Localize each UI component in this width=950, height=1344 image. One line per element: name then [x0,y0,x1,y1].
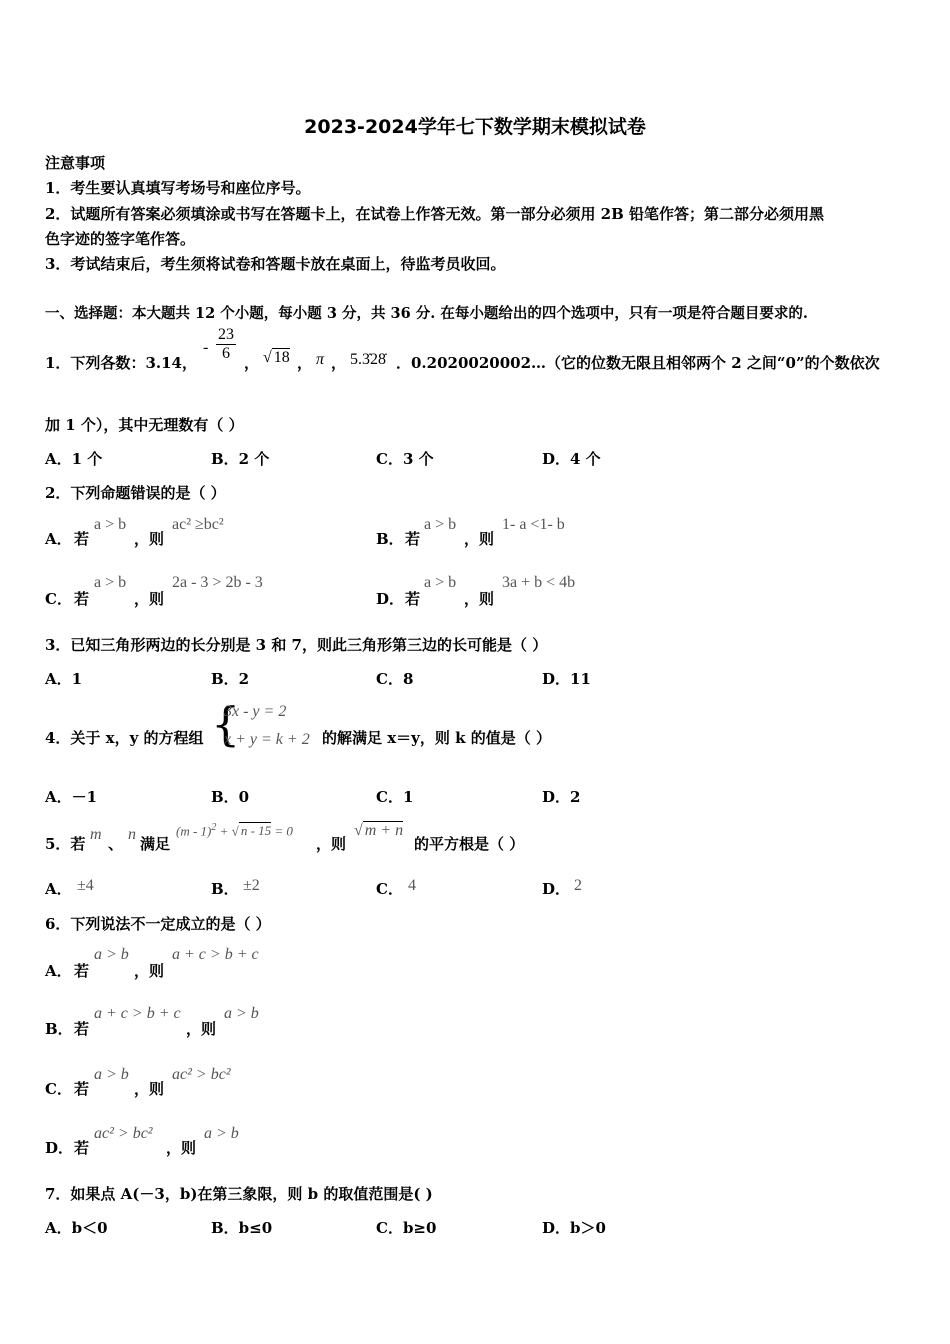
notice-item: 1．考生要认真填写考场号和座位序号。 [45,179,311,197]
q6-b-res: a > b [224,1005,259,1022]
notice-item: 色字迹的签字笔作答。 [45,230,196,248]
q4-option-c: C．1 [376,788,414,806]
q5-option-d-value: 2 [574,877,582,894]
q1-sqrt18 [263,349,290,367]
q2-b-cond: a > b [424,516,457,533]
q1-sep: ， [244,354,260,372]
q6-a-label: A． [45,962,72,980]
q6-d-label: D． [45,1139,74,1157]
q6-c-label: C． [45,1080,72,1098]
q1-neg-sign: - [203,339,209,356]
q5-m: m [90,826,102,843]
q2-d-res: 3a + b < 4b [502,574,576,591]
q1-option-b: B．2 个 [211,450,270,468]
notice-item: 2．试题所有答案必须填涂或书写在答题卡上，在试卷上作答无效。第一部分必须用 2B 铅笔作答；第二部分必须用黑 [45,205,825,223]
q2-c-ruo: 若 [74,590,90,608]
q5-option-c-value: 4 [408,877,416,894]
q2-c-label: C． [45,590,72,608]
q6-b-label: B． [45,1020,73,1038]
q7-option-b: B．b≤0 [211,1219,273,1237]
sqrt-radicand: 18 [273,349,290,366]
q2-c-cond: a > b [94,574,127,591]
q2-a-cond: a > b [94,516,127,533]
q7-option-d: D．b＞0 [542,1219,606,1237]
q7-option-a: A．b＜0 [45,1219,108,1237]
q6-stem: 6．下列说法不一定成立的是（ ） [45,915,271,933]
q2-c-res: 2a - 3 > 2b - 3 [172,574,263,591]
q5-manzu: 满足 [140,835,171,853]
q3-option-c: C．8 [376,670,414,688]
q2-b-ze: ，则 [464,530,495,548]
q6-a-cond: a > b [94,946,129,963]
page-title: 2023-2024学年七下数学期末模拟试卷 [304,116,646,138]
q7-option-c: C．b≥0 [376,1219,437,1237]
q3-stem: 3．已知三角形两边的长分别是 3 和 7，则此三角形第三边的长可能是（ ） [45,636,548,654]
fraction-denominator: 6 [222,345,230,362]
q6-d-ruo: 若 [74,1139,90,1157]
q2-a-res: ac² ≥bc² [172,516,224,533]
q6-d-res: a > b [204,1125,239,1142]
q4-post: 的解满足 x＝y，则 k 的值是（ ） [322,729,551,747]
q5-ze: ，则 [316,835,347,853]
q5-cond-sqrt: n - 15 [240,823,272,839]
q5-cond-b: + [219,823,229,839]
q1-sep: ， [297,354,313,372]
fraction-numerator: 23 [218,326,234,343]
q2-c-ze: ，则 [134,590,165,608]
q2-d-label: D． [376,590,405,608]
q5-pre: 5．若 [45,835,86,853]
q1-sep: ， [331,354,347,372]
q1-option-d: D．4 个 [542,450,601,468]
q6-b-ze: ，则 [186,1020,217,1038]
q6-c-ze: ，则 [134,1080,165,1098]
q1-line2: 加 1 个），其中无理数有（ ） [45,416,244,434]
sqrt-sign-icon: √ [231,823,239,839]
q5-post: 的平方根是（ ） [414,835,525,853]
section-heading: 一、选择题：本大题共 12 个小题，每小题 3 分，共 36 分. 在每小题给出的四个选项中，只有一项是符合题目要求的. [45,305,808,322]
q6-a-ruo: 若 [74,962,90,980]
q1-fraction [216,326,236,363]
q5-n: n [128,826,136,843]
sqrt-sign-icon: √ [354,822,363,839]
q4-eq2: x + y = k + 2 [224,731,310,748]
q7-stem: 7．如果点 A(－3，b)在第三象限，则 b 的取值范围是( ) [45,1185,433,1203]
q6-a-ze: ，则 [134,962,165,980]
q6-c-cond: a > b [94,1066,129,1083]
q1-lead: 1．下列各数：3.14， [45,354,197,372]
q6-d-cond: ac² > bc² [94,1125,153,1142]
notice-heading: 注意事项 [45,154,106,172]
q2-d-ze: ，则 [464,590,495,608]
q2-a-ze: ，则 [134,530,165,548]
q1-repeating-decimal: 5.3̇28̇ [350,351,386,368]
q4-pre: 4．关于 x，y 的方程组 [45,729,204,747]
q5-condition [176,822,293,839]
q4-option-d: D．2 [542,788,581,806]
q5-root-radicand: m + n [364,822,404,839]
fraction [216,326,236,363]
q1-option-a: A．1 个 [45,450,103,468]
q6-b-ruo: 若 [74,1020,90,1038]
q5-cond-a: (m - 1) [176,823,212,839]
left-brace-icon: { [211,697,241,751]
q4-option-b: B．0 [211,788,250,806]
q3-option-d: D．11 [542,670,591,688]
q5-root [354,822,403,840]
notice-item: 3．考试结束后，考生须将试卷和答题卡放在桌面上，待监考员收回。 [45,255,506,273]
q5-cond-exp: 2 [211,822,217,833]
q5-option-c-label: C． [376,880,403,898]
q5-option-a-value: ±4 [77,877,94,894]
q6-b-cond: a + c > b + c [94,1005,181,1022]
q3-option-b: B．2 [211,670,250,688]
q5-option-a-label: A． [45,880,72,898]
sqrt-sign-icon: √ [263,349,272,366]
q5-option-b-value: ±2 [243,877,260,894]
q5-dun: 、 [108,835,124,853]
q6-d-ze: ，则 [166,1139,197,1157]
q5-option-d-label: D． [542,880,571,898]
q6-c-ruo: 若 [74,1080,90,1098]
q1-option-c: C．3 个 [376,450,434,468]
q4-option-a: A．－1 [45,788,98,806]
q6-c-res: ac² > bc² [172,1066,231,1083]
q1-pi: π [316,351,325,368]
q2-a-ruo: 若 [74,530,90,548]
q6-a-res: a + c > b + c [172,946,259,963]
q2-b-label: B． [376,530,404,548]
q2-b-res: 1- a <1- b [502,516,565,533]
q2-stem: 2．下列命题错误的是（ ） [45,484,226,502]
q3-option-a: A．1 [45,670,83,688]
q2-d-cond: a > b [424,574,457,591]
q1-tail: ．0.2020020002…（它的位数无限且相邻两个 2 之间“0”的个数依次 [396,354,880,372]
q4-eq1: 3x - y = 2 [224,703,287,720]
q5-option-b-label: B． [211,880,239,898]
q2-a-label: A． [45,530,72,548]
q2-b-ruo: 若 [405,530,421,548]
q5-cond-c: = 0 [274,823,293,839]
q2-d-ruo: 若 [405,590,421,608]
